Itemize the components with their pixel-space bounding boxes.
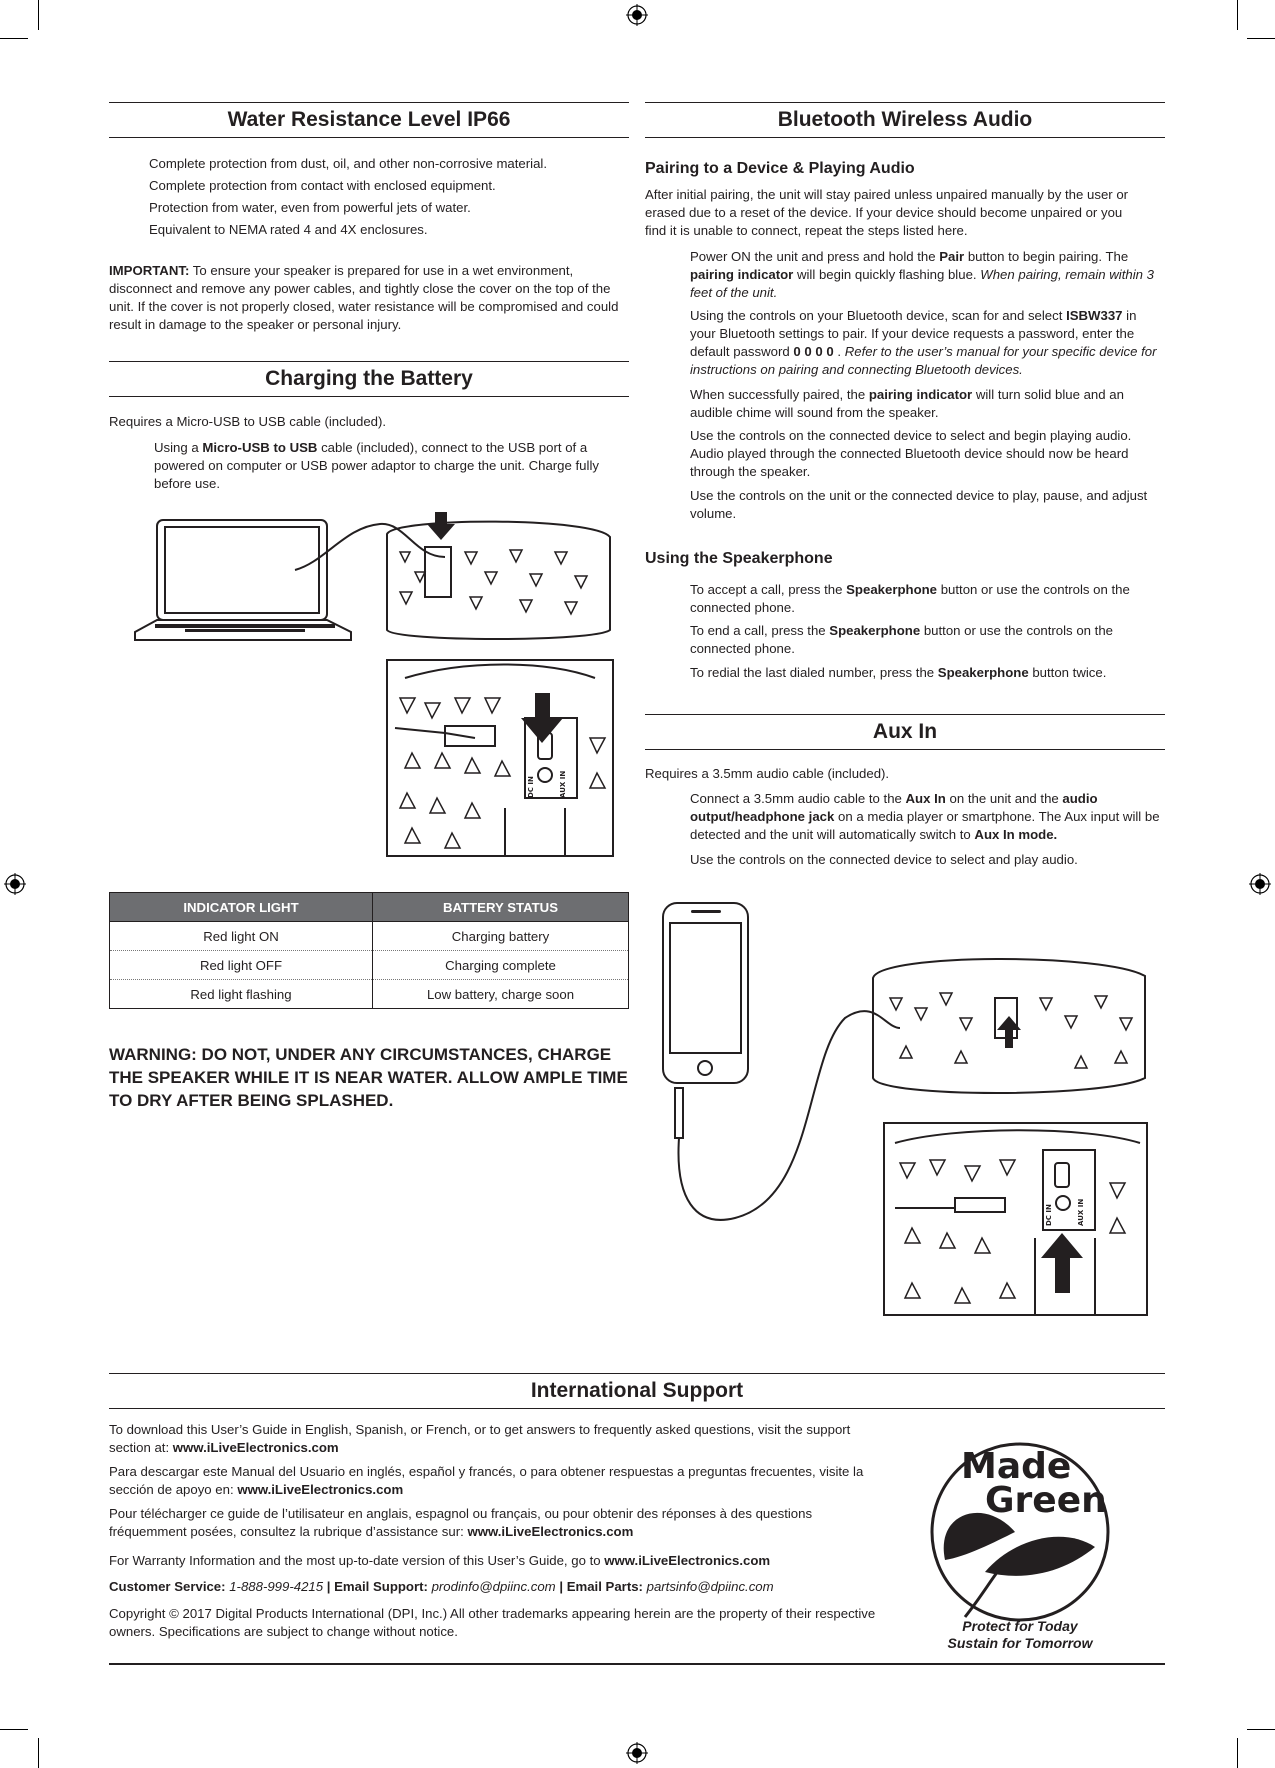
crop-mark (38, 1738, 39, 1768)
list-item: Complete protection from dust, oil, and other non-corrosive material. (149, 156, 548, 171)
aux-step-1: Connect a 3.5mm audio cable to the Aux In on the unit and the audio output/headphone jack on a media player or smartphone. The Aux input will be detected and the unit will automatically switch to Aux In mode. (690, 791, 1160, 842)
speakerphone-step-2: To end a call, press the Speakerphone button or use the controls on the connected phone. (690, 623, 1113, 656)
speakerphone-step-3: To redial the last dialed number, press the Speakerphone button twice. (690, 665, 1107, 680)
bottom-rule (109, 1663, 1165, 1665)
registration-mark-icon (4, 873, 26, 895)
aux-in-heading: Aux In (645, 714, 1165, 750)
table-cell: Red light flashing (110, 980, 373, 1009)
support-english: To download this User’s Guide in English, Spanish, or French, or to get answers to frequently asked questions, visit the support section at: www.iLiveElectronics.com (109, 1422, 851, 1455)
logo-tagline-2: Sustain for Tomorrow (947, 1635, 1093, 1651)
port-label: DC IN (1045, 1204, 1053, 1226)
logo-tagline-1: Protect for Today (962, 1618, 1078, 1634)
port-label: AUX IN (1077, 1198, 1085, 1226)
support-link[interactable]: www.iLiveElectronics.com (604, 1553, 771, 1568)
support-spanish: Para descargar este Manual del Usuario en inglés, español y francés, o para obtener respuestas a preguntas frecuentes, visite la sección de apoyo en: www.iLiveElectronics.com (109, 1464, 864, 1497)
important-text: To ensure your speaker is prepared for use in a wet environment, disconnect and remove any power cables, and tightly close the cover on the top of the unit. If the cover is not properly closed, water resistance will be compromised and could result in damage to the speaker or personal injury. (109, 263, 619, 332)
important-label: IMPORTANT: (109, 263, 190, 278)
laptop-charging-illustration (125, 512, 620, 652)
crop-mark (1247, 1729, 1275, 1730)
table-cell: Charging complete (373, 951, 629, 980)
support-french: Pour télécharger ce guide de l’utilisateur en anglais, espagnol ou français, ou pour obtenir des réponses à des questions fréquemment posées, consultez la rubrique d’assistance sur: www.iLiveElectronics.com (109, 1506, 813, 1539)
table-header-row (110, 893, 629, 922)
crop-mark (38, 0, 39, 30)
battery-status-table (109, 892, 629, 1009)
support-warranty: For Warranty Information and the most up-to-date version of this User’s Guide, go to www.iLiveElectronics.com (109, 1553, 771, 1568)
pairing-step-3: When successfully paired, the pairing indicator will turn solid blue and an audible chime will sound from the speaker. (690, 387, 1124, 420)
charging-warning: WARNING: DO NOT, UNDER ANY CIRCUMSTANCES, CHARGE THE SPEAKER WHILE IT IS NEAR WATER. ALLOW AMPLE TIME TO DRY AFTER BEING SPLASHED. (109, 1045, 628, 1110)
international-support-heading: International Support (109, 1373, 1165, 1409)
port-label: AUX IN (559, 770, 567, 798)
table-cell: Red light ON (110, 922, 373, 951)
support-link[interactable]: www.iLiveElectronics.com (467, 1524, 634, 1539)
support-contacts: Customer Service: 1-888-999-4215 | Email Support: prodinfo@dpiinc.com | Email Parts: partsinfo@dpiinc.com (109, 1579, 774, 1594)
logo-line-2: Green (985, 1480, 1107, 1521)
pairing-step-4: Use the controls on the connected device to select and begin playing audio. Audio played through the connected Bluetooth device should now be heard through the speaker. (690, 428, 1132, 479)
email-support-link[interactable]: prodinfo@dpiinc.com (431, 1579, 556, 1594)
bluetooth-heading: Bluetooth Wireless Audio (645, 102, 1165, 138)
pairing-step-5: Use the controls on the unit or the connected device to play, pause, and adjust volume. (690, 488, 1148, 521)
speakerphone-step-1: To accept a call, press the Speakerphone button or use the controls on the connected phone. (690, 582, 1130, 615)
list-item: Protection from water, even from powerful jets of water. (149, 200, 471, 215)
registration-mark-icon (626, 1742, 648, 1764)
table-cell: Low battery, charge soon (373, 980, 629, 1009)
charging-step: Using a Micro-USB to USB cable (included), connect to the USB port of a powered on computer or USB power adaptor to charge the unit. Charge fully before use. (154, 440, 599, 491)
pairing-heading: Pairing to a Device & Playing Audio (645, 160, 915, 177)
support-link[interactable]: www.iLiveElectronics.com (237, 1482, 404, 1497)
pairing-step-1: Power ON the unit and press and hold the Pair button to begin pairing. The pairing indicator will begin quickly flashing blue. When pairing, remain within 3 feet of the unit. (690, 249, 1154, 300)
crop-mark (0, 38, 28, 39)
crop-mark (1237, 1738, 1238, 1768)
email-parts-link[interactable]: partsinfo@dpiinc.com (646, 1579, 774, 1594)
support-link[interactable]: www.iLiveElectronics.com (172, 1440, 339, 1455)
charging-requires: Requires a Micro-USB to USB cable (included). (109, 414, 387, 429)
charging-port-closeup-illustration (385, 658, 615, 858)
water-resistance-heading: Water Resistance Level IP66 (109, 102, 629, 138)
crop-mark (1247, 38, 1275, 39)
water-resistance-list (149, 153, 629, 241)
registration-mark-icon (1249, 873, 1271, 895)
logo-line-1: Made (961, 1446, 1072, 1487)
port-label: DC IN (527, 776, 535, 798)
made-green-logo (925, 1442, 1115, 1652)
table-header: INDICATOR LIGHT (110, 893, 373, 922)
aux-step-2: Use the controls on the connected device to select and play audio. (690, 852, 1078, 867)
aux-requires: Requires a 3.5mm audio cable (included). (645, 766, 890, 781)
copyright: Copyright © 2017 Digital Products International (DPI, Inc.) All other trademarks appearing herein are the property of their respective owners. Specifications are subject to change without notice. (109, 1606, 876, 1639)
important-note (109, 262, 631, 334)
crop-mark (0, 1729, 28, 1730)
pairing-step-2: Using the controls on your Bluetooth device, scan for and select ISBW337 in your Bluetooth settings to pair. If your device requests a password, enter the default password 0 0 0 0 . Refer to the user’s manual for your specific device for instructions on pairing and connecting Bluetooth devices. (690, 308, 1157, 377)
registration-mark-icon (626, 4, 648, 26)
table-header: BATTERY STATUS (373, 893, 629, 922)
table-row (110, 922, 629, 951)
list-item: Equivalent to NEMA rated 4 and 4X enclosures. (149, 222, 428, 237)
table-row (110, 951, 629, 980)
aux-connection-illustration (655, 898, 1155, 1318)
table-cell: Charging battery (373, 922, 629, 951)
charging-heading: Charging the Battery (109, 361, 629, 397)
list-item: Complete protection from contact with enclosed equipment. (149, 178, 496, 193)
table-cell: Red light OFF (110, 951, 373, 980)
pairing-intro: After initial pairing, the unit will stay paired unless unpaired manually by the user or erased due to a reset of the device. If your device should become unpaired or you find it is unable to connect, repeat the steps listed here. (645, 187, 1129, 238)
table-row (110, 980, 629, 1009)
crop-mark (1237, 0, 1238, 30)
speakerphone-heading: Using the Speakerphone (645, 550, 833, 567)
